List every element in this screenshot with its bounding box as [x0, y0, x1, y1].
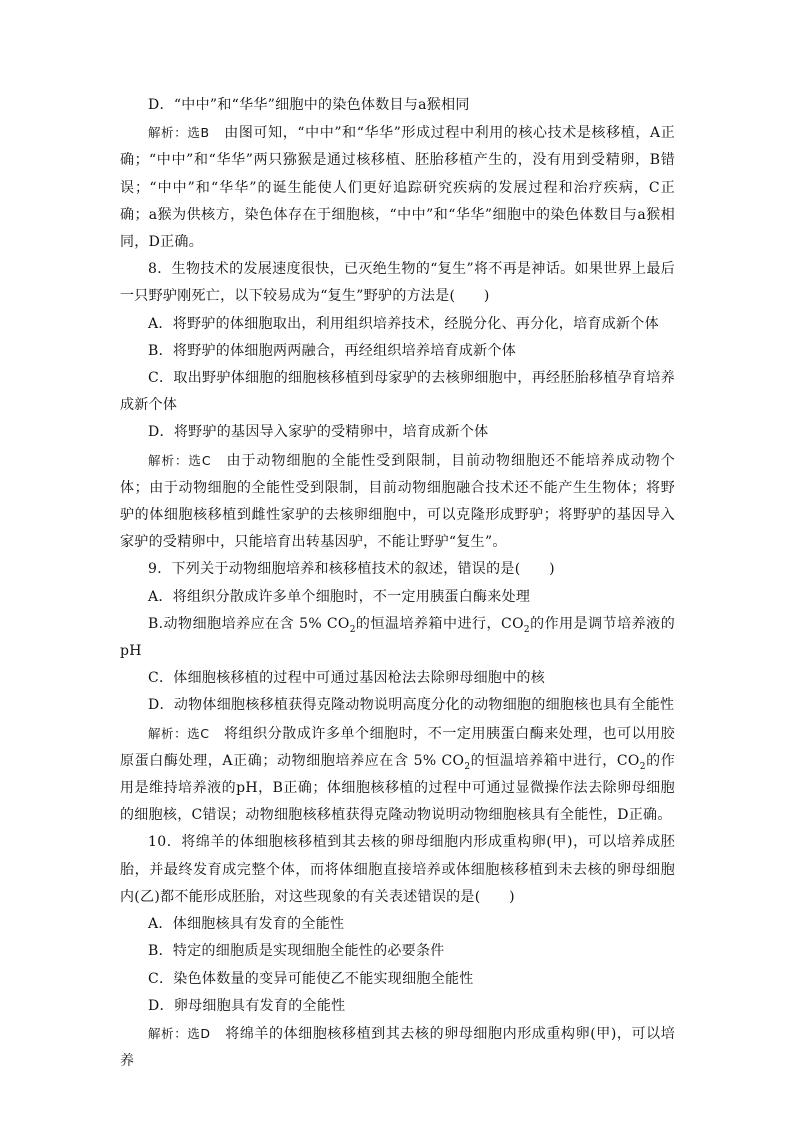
q7-solution	[120, 119, 675, 256]
q10-option-b: B．特定的细胞质是实现细胞全能性的必要条件	[148, 943, 445, 960]
answer-letter: D	[200, 1025, 211, 1041]
subscript: 2	[464, 761, 471, 772]
solution-text: 由于动物细胞的全能性受到限制，目前动物细胞还不能培养成动物个体；由于动物细胞的全能性受到限制，目前动物细胞融合技术还不能产生生物体；将野驴的体细胞核移植到雌性家驴的去核卵细胞中，可以克隆形成野驴；将野驴的基因导入家驴的受精卵中，只能培育出转基因驴，不能让野驴“复生”。	[120, 452, 675, 551]
option-text: 的作用是调节培养液的pH	[120, 615, 675, 660]
q9-option-b	[120, 611, 675, 665]
solution-label: 解析：选	[148, 1025, 201, 1041]
solution-label: 解析：选	[148, 125, 201, 141]
q10-option-d: D．卵母细胞具有发育的全能性	[148, 997, 346, 1014]
q8-stem: 8．生物技术的发展速度很快，已灭绝生物的“复生”将不再是神话。如果世界上最后一只野驴刚死亡，以下较易成为“复生”野驴的方法是( )	[120, 261, 675, 305]
q9-option-a: A．将组织分散成许多单个细胞时，不一定用胰蛋白酶来处理	[148, 588, 531, 605]
answer-letter: C	[200, 725, 210, 741]
solution-text: 的作用是维持培养液的pH，B正确；体细胞核移植的过程中可通过显微操作法去除卵母细胞的细胞核，C错误；动物细胞核移植获得克隆动物说明动物细胞核具有全能性，D正确。	[120, 752, 675, 824]
subscript: 2	[523, 624, 530, 635]
q10-option-a: A．体细胞核具有发育的全能性	[148, 916, 345, 933]
option-text: 的恒温培养箱中进行，CO	[355, 615, 524, 632]
answer-letter: B	[200, 125, 210, 141]
q8-option-d: D．将野驴的基因导入家驴的受精卵中，培育成新个体	[148, 424, 489, 441]
solution-text: 由图可知，“中中”和“华华”形成过程中利用的核心技术是核移植，A正确；“中中”和“华华”两只猕猴是通过核移植、胚胎移植产生的，没有用到受精卵，B错误；“中中”和“华华”的诞生能使人们更好追踪研究疾病的发展过程和治疗疾病，C正确；a猴为供核方，染色体存在于细胞核，“中中”和“华华”细胞中的染色体数目与a猴相同，D正确。	[120, 125, 676, 251]
q9-option-d: D．动物体细胞核移植获得克隆动物说明高度分化的动物细胞的细胞核也具有全能性	[148, 697, 675, 714]
q10-solution	[120, 1020, 675, 1075]
solution-text: 将组织分散成许多单个细胞时，不一定用胰蛋白酶来处理，也可以用胶原蛋白酶处理，A正确；动物细胞培养应在含 5% CO	[120, 725, 675, 769]
q10-stem: 10．将绵羊的体细胞核移植到其去核的卵母细胞内形成重构卵(甲)，可以培养成胚胎，并最终发育成完整个体，而将体细胞直接培养或体细胞核移植到未去核的卵母细胞内(乙)都不能形成胚胎，对这些现象的有关表述错误的是( )	[120, 834, 675, 905]
subscript: 2	[639, 761, 646, 772]
q7-option-d: D．“中中”和“华华”细胞中的染色体数目与a猴相同	[148, 97, 470, 113]
q9-option-c: C．体细胞核移植的过程中可通过基因枪法去除卵母细胞中的核	[148, 670, 546, 687]
q9-stem: 9．下列关于动物细胞培养和核移植技术的叙述，错误的是( )	[148, 561, 555, 578]
page-content	[120, 92, 675, 1075]
solution-text: 的恒温培养箱中进行，CO	[470, 752, 640, 769]
solution-label: 解析：选	[148, 452, 202, 468]
subscript: 2	[349, 624, 356, 635]
solution-label: 解析：选	[148, 725, 201, 741]
option-text: B.动物细胞培养应在含 5% CO	[148, 615, 350, 632]
answer-letter: C	[201, 452, 211, 468]
q8-option-a: A．将野驴的体细胞取出，利用组织培养技术，经脱分化、再分化，培育成新个体	[148, 315, 659, 332]
q10-option-c: C．染色体数量的变异可能使乙不能实现细胞全能性	[148, 970, 474, 987]
q8-option-c: C．取出野驴体细胞的细胞核移植到母家驴的去核卵细胞中，再经胚胎移植孕育培养成新个体	[120, 370, 675, 414]
q8-option-b: B．将野驴的体细胞两两融合，再经组织培养培育成新个体	[148, 342, 517, 359]
solution-text: 将绵羊的体细胞核移植到其去核的卵母细胞内形成重构卵(甲)，可以培养	[120, 1025, 676, 1070]
q9-solution	[120, 720, 675, 830]
q8-solution	[120, 447, 675, 557]
